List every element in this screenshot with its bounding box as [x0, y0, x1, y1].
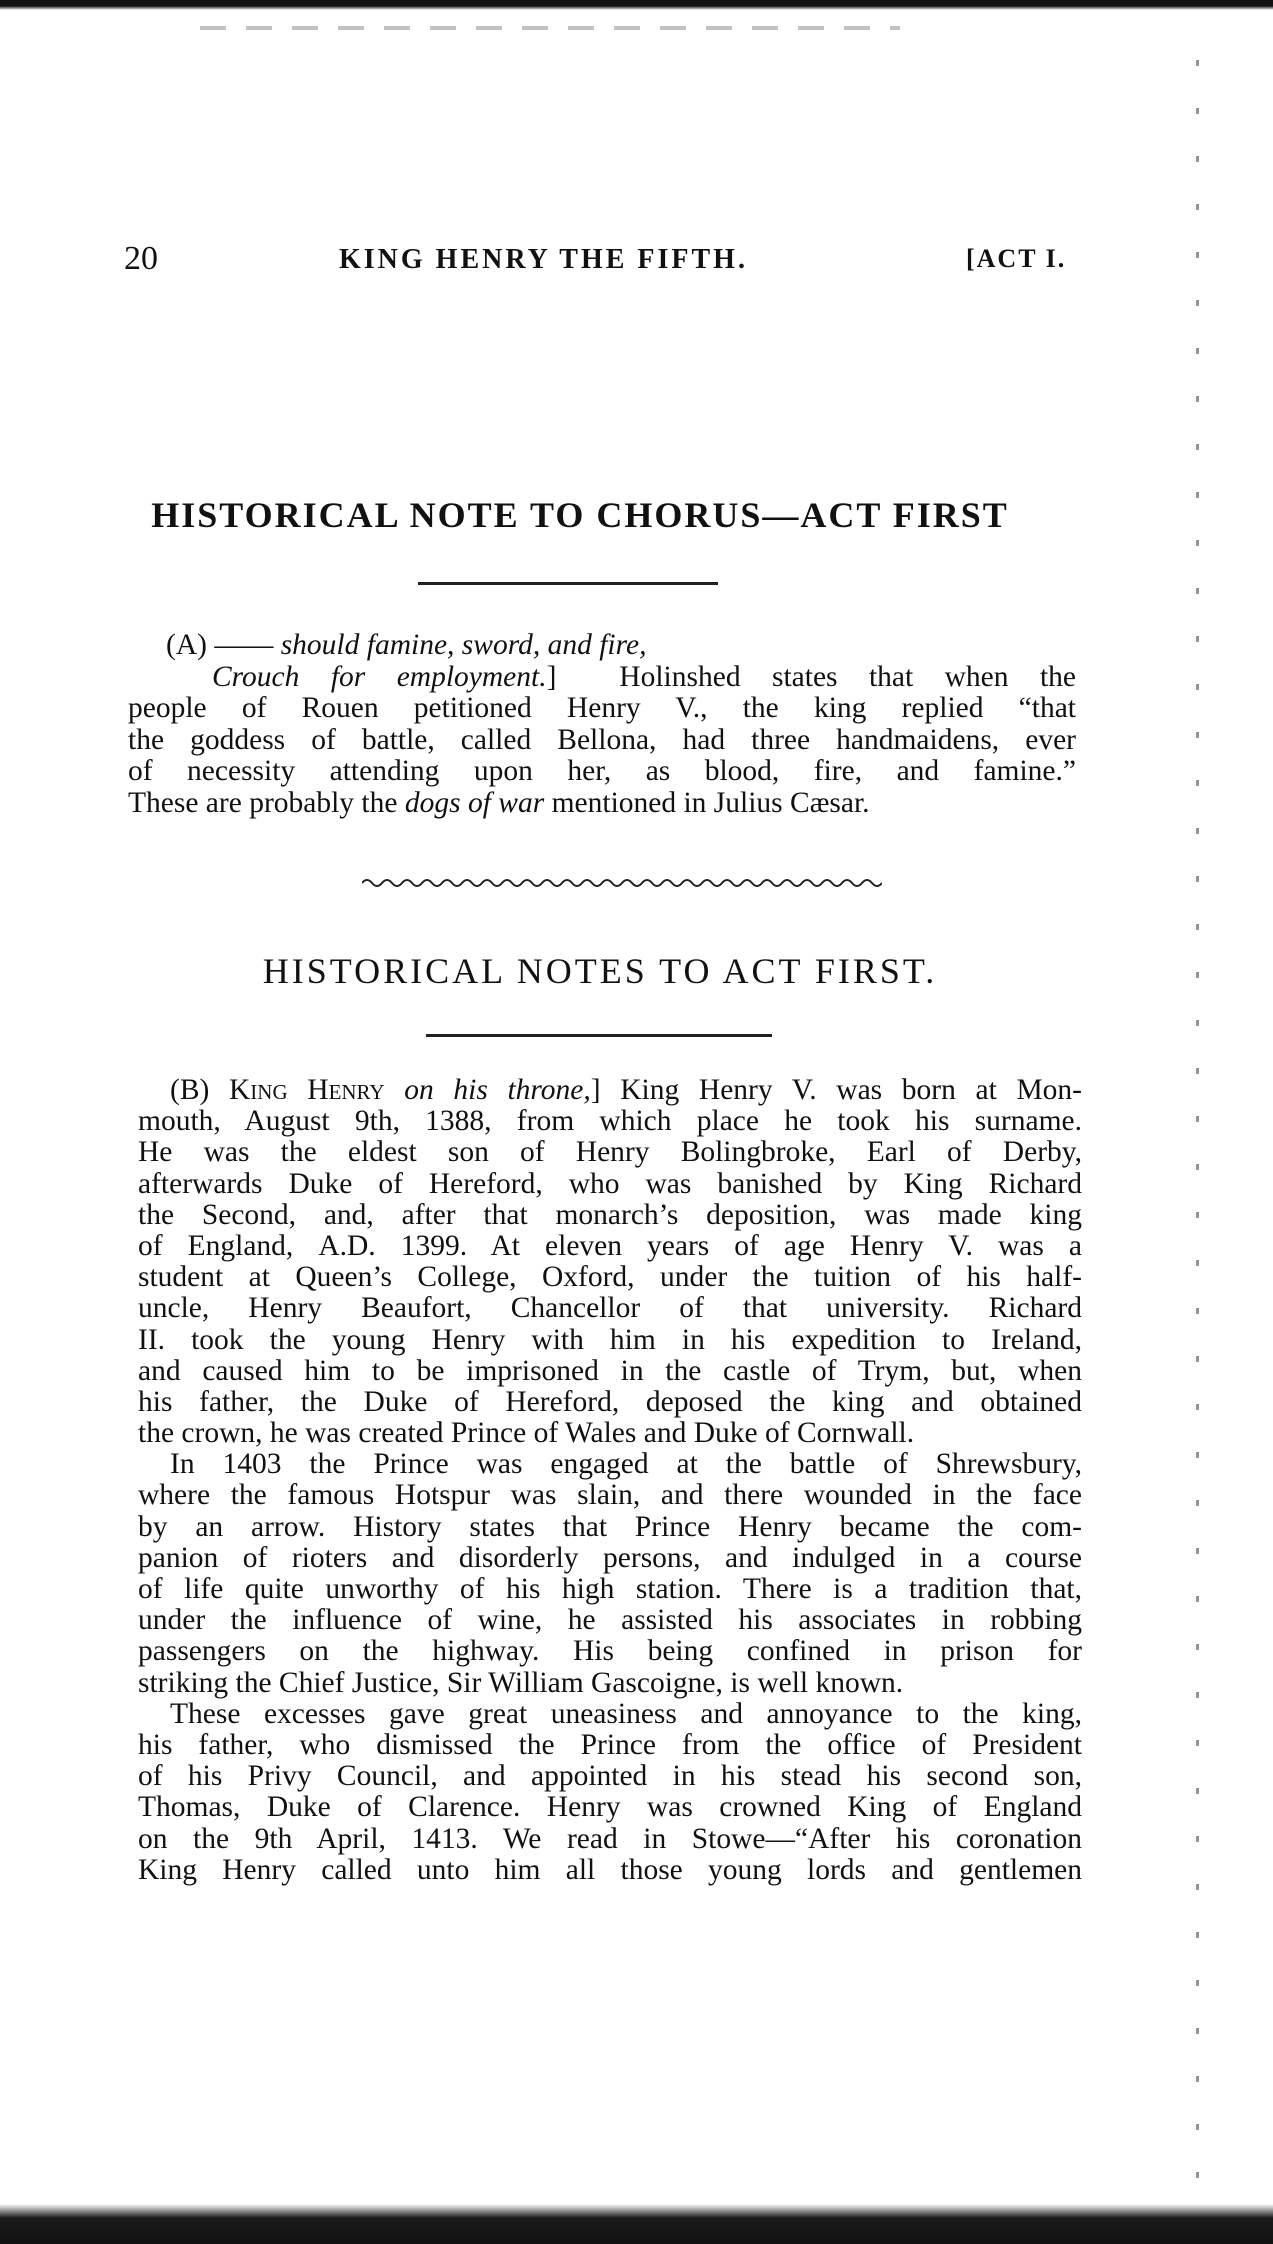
note-text: King Henry V. was born at Mon- — [620, 1074, 1083, 1106]
page-number: 20 — [124, 240, 158, 277]
act-label: [ACT I. — [966, 244, 1067, 273]
note-b-line: In 1403 the Prince was engaged at the battle of Shrewsbury, — [170, 1448, 1082, 1481]
section-heading-act-first: HISTORICAL NOTES TO ACT FIRST. — [262, 951, 938, 991]
note-b-line: panion of rioters and disorderly persons, and indulged in a course — [138, 1541, 1082, 1574]
era-abbreviation: A.D. — [318, 1229, 376, 1262]
scan-artifact-right-edge — [1196, 60, 1199, 2190]
note-text: Holinshed states that when the — [619, 660, 1076, 693]
note-b-line: the Second, and, after that monarch’s deposition, was made king — [138, 1198, 1082, 1231]
note-label: (B) — [170, 1074, 210, 1106]
note-a-line: of necessity attending upon her, as blood, fire, and famine.” — [128, 755, 1076, 787]
cue-bracket: ] — [546, 660, 557, 693]
heading-rule — [418, 582, 718, 585]
note-b-line: King Henry called unto him all those young lords and gentlemen — [138, 1853, 1082, 1886]
note-b-line: Thomas, Duke of Clarence. Henry was crowned King of England — [138, 1791, 1082, 1824]
note-a-line: the goddess of battle, called Bellona, had three handmaidens, ever — [128, 723, 1076, 756]
note-b-line: II. took the young Henry with him in his expedition to Ireland, — [138, 1323, 1082, 1356]
note-b-line: his father, the Duke of Hereford, deposed the king and obtained — [138, 1385, 1082, 1418]
running-head — [124, 232, 1074, 282]
scan-border-bottom — [0, 2204, 1273, 2244]
note-b-line: passengers on the highway. His being confined in prison for — [138, 1635, 1082, 1668]
note-b-line: the crown, he was created Prince of Wales and Duke of Cornwall. — [138, 1417, 915, 1450]
quoted-cue: should famine, sword, and fire, — [280, 629, 647, 661]
note-b-line: of life quite unworthy of his high station. There is a tradition that, — [138, 1573, 1082, 1605]
note-a-line — [128, 630, 1076, 662]
quoted-cue: Crouch for employment. — [212, 660, 547, 693]
note-a-line: people of Rouen petitioned Henry V., the king replied “that — [128, 692, 1076, 724]
note-dash: —— — [214, 629, 274, 661]
note-label: (A) — [166, 629, 207, 661]
wavy-divider — [362, 876, 882, 890]
running-title: KING HENRY THE FIFTH. — [339, 244, 748, 275]
cue-bracket: ] — [590, 1074, 601, 1106]
note-b-line — [138, 1075, 1082, 1106]
note-b-line — [138, 1231, 1082, 1262]
note-b-line: by an arrow. History states that Prince Henry became the com- — [138, 1510, 1082, 1543]
note-b-line: striking the Chief Justice, Sir William Gascoigne, is well known. — [138, 1666, 904, 1699]
note-text: of England, — [138, 1229, 294, 1262]
section-heading-chorus: HISTORICAL NOTE TO CHORUS—ACT FIRST — [151, 495, 1009, 535]
note-b-line: of his Privy Council, and appointed in his stead his second son, — [138, 1760, 1082, 1793]
note-text: These are probably the — [128, 786, 398, 819]
italic-phrase: dogs of war — [404, 786, 545, 819]
scan-artifact-top — [200, 26, 900, 30]
scan-border-top — [0, 0, 1273, 10]
note-text: mentioned in Julius Cæsar. — [551, 786, 870, 819]
note-b-line: his father, who dismissed the Prince from the office of President — [138, 1728, 1082, 1761]
note-b-line: mouth, August 9th, 1388, from which place he took his surname. — [138, 1105, 1082, 1138]
note-b-line: under the influence of wine, he assisted his associates in robbing — [138, 1604, 1082, 1637]
note-a-line — [128, 788, 1076, 820]
cue-name: King Henry — [228, 1074, 385, 1106]
quoted-cue: on his throne, — [404, 1074, 591, 1106]
note-a-line — [128, 662, 1076, 694]
note-b-paragraph — [138, 1075, 1082, 1886]
note-b-line: where the famous Hotspur was slain, and there wounded in the face — [138, 1479, 1082, 1512]
note-b-line: These excesses gave great uneasiness and annoyance to the king, — [170, 1697, 1082, 1730]
note-b-line: and caused him to be imprisoned in the castle of Trym, but, when — [138, 1354, 1082, 1387]
note-b-line: He was the eldest son of Henry Bolingbroke, Earl of Derby, — [138, 1136, 1082, 1169]
note-b-line: uncle, Henry Beaufort, Chancellor of that university. Richard — [138, 1292, 1082, 1325]
note-b-line: afterwards Duke of Hereford, who was banished by King Richard — [138, 1167, 1082, 1200]
note-text: 1399. At eleven years of age Henry V. was a — [400, 1229, 1082, 1262]
note-b-line: on the 9th April, 1413. We read in Stowe—“After his coronation — [138, 1822, 1082, 1855]
note-b-line: student at Queen’s College, Oxford, under the tuition of his half- — [138, 1261, 1082, 1294]
note-a-paragraph — [128, 630, 1076, 819]
heading-rule — [426, 1034, 772, 1037]
